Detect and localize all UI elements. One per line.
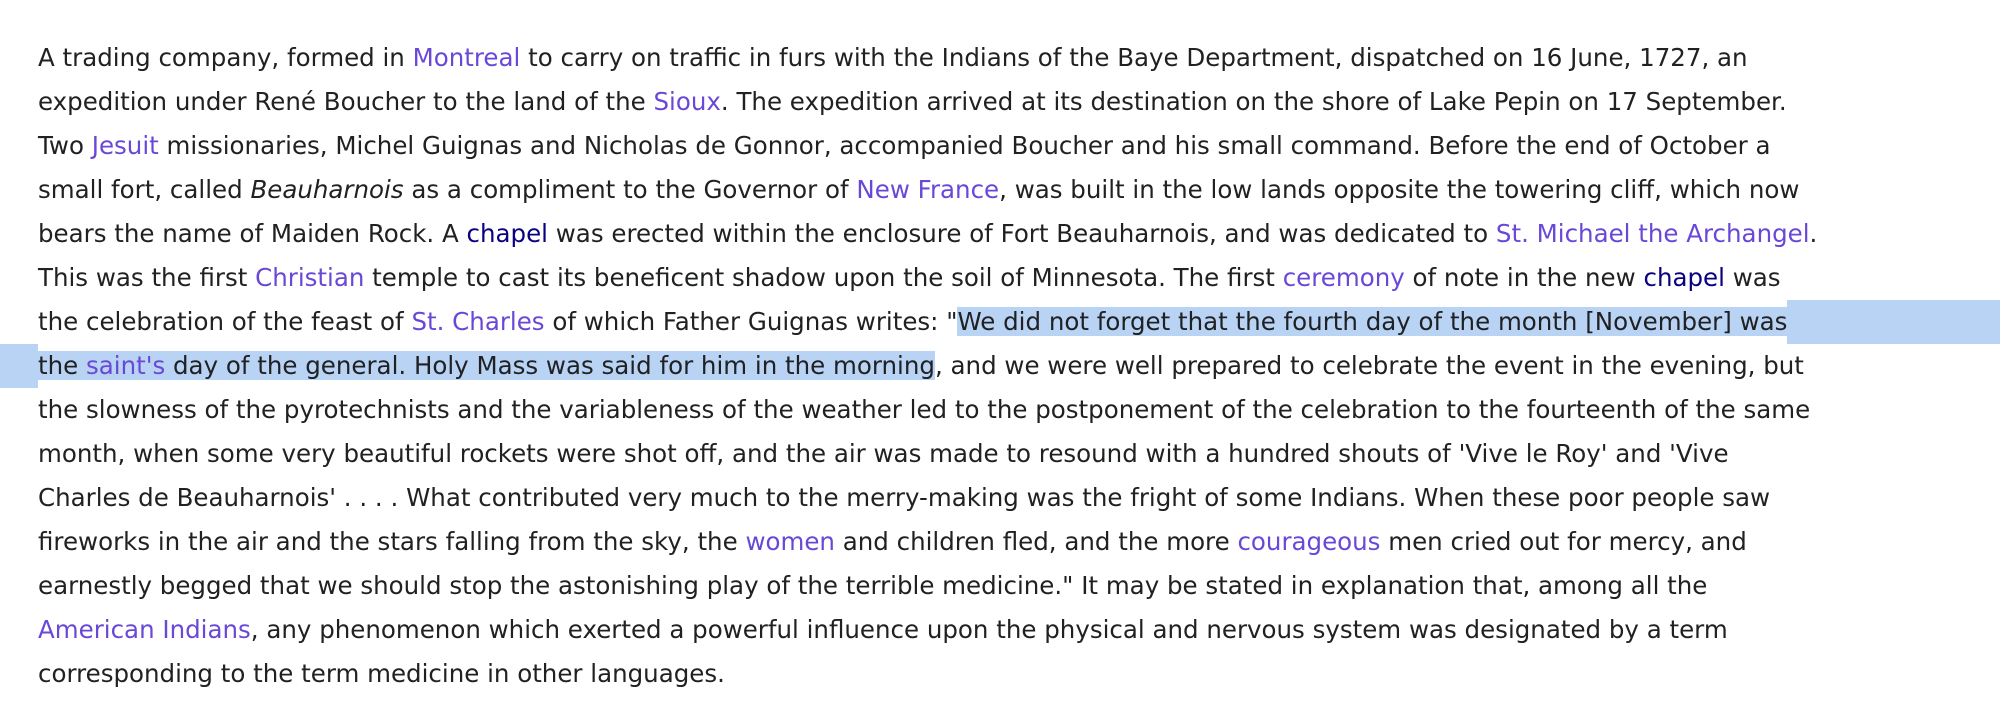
text-run: of which Father Guignas writes: " (544, 307, 958, 336)
text-run: of note in the new (1404, 263, 1644, 292)
text-run: month, when some very beautiful rockets were shot off, and the air was made to resound with a hundred shouts of 'Vive le Roy' and 'Vive (38, 439, 1729, 468)
wiki-link[interactable]: St. Charles (411, 307, 545, 336)
wiki-link[interactable]: chapel (466, 219, 548, 248)
text-line (38, 476, 1948, 520)
text-run: and children fled, and the more (834, 527, 1238, 556)
selection-highlight (0, 344, 38, 388)
text-run: fireworks in the air and the stars falling from the sky, the (38, 527, 746, 556)
text-run: was (1724, 263, 1781, 292)
text-run: This was the first (38, 263, 256, 292)
text-run: men cried out for mercy, and (1380, 527, 1747, 556)
text-run: temple to cast its beneficent shadow upon the soil of Minnesota. The first (364, 263, 1283, 292)
wiki-link[interactable]: chapel (1643, 263, 1725, 292)
wiki-link[interactable]: women (745, 527, 835, 556)
text-run: , and we were well prepared to celebrate the event in the evening, but (934, 351, 1804, 380)
text-line (38, 300, 1948, 344)
text-run: bears the name of Maiden Rock. A (38, 219, 467, 248)
wiki-link[interactable]: Jesuit (91, 131, 159, 160)
text-run: expedition under René Boucher to the land of the (38, 87, 654, 116)
text-run: . (1809, 219, 1818, 248)
text-run: the slowness of the pyrotechnists and the variableness of the weather led to the postponement of the celebration to the fourteenth of the same (38, 395, 1811, 424)
italic-text: Beauharnois (250, 175, 404, 204)
wiki-link[interactable]: Sioux (653, 87, 721, 116)
text-run: Two (38, 131, 92, 160)
text-run: We did not forget that the fourth day of the month [November] was (957, 307, 1788, 336)
text-run: . The expedition arrived at its destination on the shore of Lake Pepin on 17 September. (720, 87, 1787, 116)
text-run: earnestly begged that we should stop the astonishing play of the terrible medicine." It may be stated in explanation that, among all the (38, 571, 1708, 600)
text-line (38, 36, 1948, 80)
selection-highlight (1787, 300, 2000, 344)
wiki-link[interactable]: Montreal (412, 43, 521, 72)
text-line (38, 564, 1948, 608)
text-line (38, 212, 1948, 256)
text-line (38, 608, 1948, 652)
wiki-link[interactable]: American Indians (38, 615, 251, 644)
text-line (38, 520, 1948, 564)
text-run: was erected within the enclosure of Fort Beauharnois, and was dedicated to (547, 219, 1496, 248)
wiki-link[interactable]: saint's (86, 351, 166, 380)
text-run: day of the general. Holy Mass was said for him in the morning (165, 351, 935, 380)
text-line (38, 80, 1948, 124)
text-run: small fort, called (38, 175, 251, 204)
wiki-link[interactable]: St. Michael the Archangel (1495, 219, 1810, 248)
text-line (38, 652, 1948, 696)
text-run: , was built in the low lands opposite the towering cliff, which now (999, 175, 1800, 204)
text-run: as a compliment to the Governor of (403, 175, 857, 204)
text-run: corresponding to the term medicine in other languages. (38, 659, 725, 688)
wiki-link[interactable]: Christian (255, 263, 365, 292)
text-run: , any phenomenon which exerted a powerful influence upon the physical and nervous system was designated by a term (250, 615, 1728, 644)
text-line (38, 168, 1948, 212)
text-line (38, 388, 1948, 432)
article-paragraph (38, 36, 1948, 696)
text-run: A trading company, formed in (38, 43, 413, 72)
text-line (38, 344, 1948, 388)
text-run: Charles de Beauharnois' . . . . What contributed very much to the merry-making was the fright of some Indians. When these poor people saw (38, 483, 1771, 512)
wiki-link[interactable]: courageous (1237, 527, 1381, 556)
text-line (38, 124, 1948, 168)
text-line (38, 432, 1948, 476)
wiki-link[interactable]: ceremony (1282, 263, 1405, 292)
text-run: the (38, 351, 86, 380)
wiki-link[interactable]: New France (856, 175, 1000, 204)
text-run: the celebration of the feast of (38, 307, 412, 336)
text-run: to carry on traffic in furs with the Indians of the Baye Department, dispatched on 16 June, 1727, an (520, 43, 1748, 72)
text-run: missionaries, Michel Guignas and Nicholas de Gonnor, accompanied Boucher and his small command. Before the end of October a (158, 131, 1771, 160)
text-line (38, 256, 1948, 300)
